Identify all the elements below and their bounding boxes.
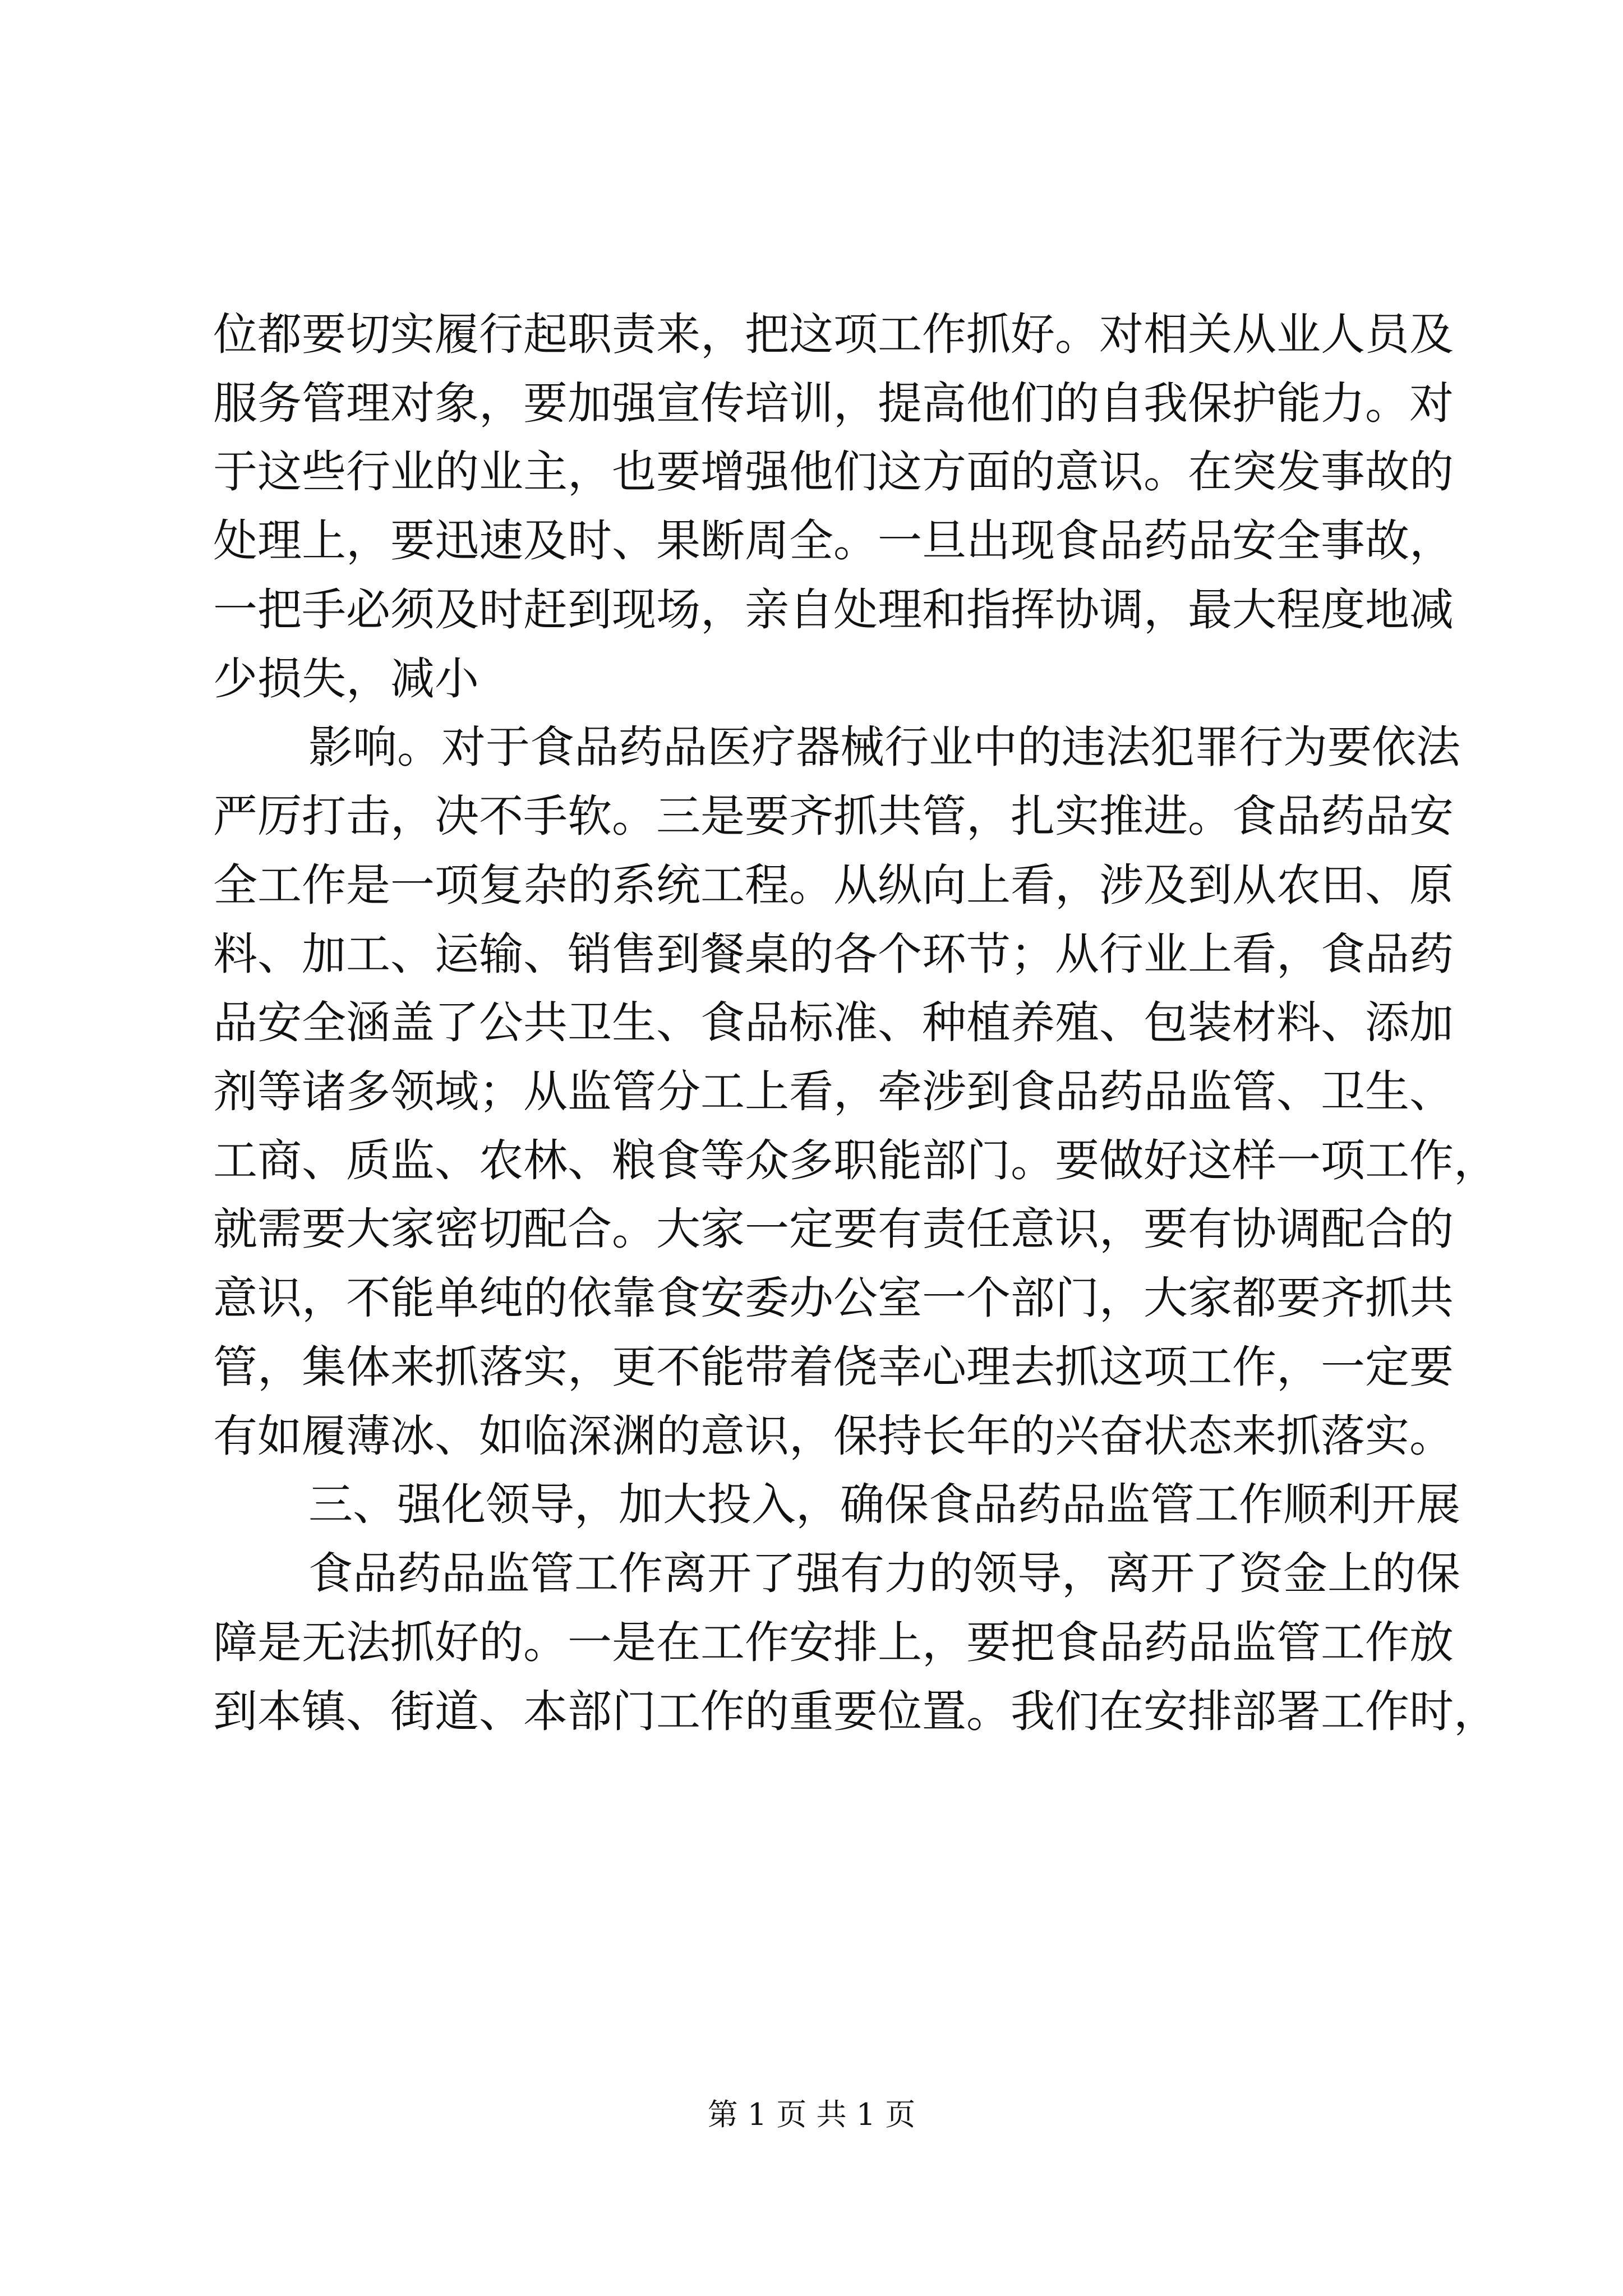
body-line: 影响。对于食品药品医疗器械行业中的违法犯罪行为要依法 (308, 721, 1460, 773)
body-line: 服务管理对象，要加强宣传培训，提高他们的自我保护能力。对 (213, 378, 1454, 429)
body-line: 少损失，减小 (213, 653, 479, 705)
body-line: 处理上，要迅速及时、果断周全。一旦出现食品药品安全事故， (213, 515, 1454, 567)
body-line: 全工作是一项复杂的系统工程。从纵向上看，涉及到从农田、原 (213, 859, 1454, 911)
body-line: 严厉打击，决不手软。三是要齐抓共管，扎实推进。食品药品安 (213, 790, 1454, 842)
body-line: 于这些行业的业主，也要增强他们这方面的意识。在突发事故的 (213, 446, 1454, 498)
body-line: 料、加工、运输、销售到餐桌的各个环节；从行业上看，食品药 (213, 928, 1454, 980)
body-line: 工商、质监、农林、粮食等众多职能部门。要做好这样一项工作， (213, 1135, 1498, 1186)
body-line: 品安全涵盖了公共卫生、食品标准、种植养殖、包装材料、添加 (213, 997, 1454, 1048)
body-line: 就需要大家密切配合。大家一定要有责任意识，要有协调配合的 (213, 1203, 1454, 1255)
body-line: 剂等诸多领域；从监管分工上看，牵涉到食品药品监管、卫生、 (213, 1066, 1454, 1117)
body-line: 障是无法抓好的。一是在工作安排上，要把食品药品监管工作放 (213, 1617, 1454, 1668)
body-line: 意识，不能单纯的依靠食安委办公室一个部门，大家都要齐抓共 (213, 1272, 1454, 1324)
body-line: 到本镇、街道、本部门工作的重要位置。我们在安排部署工作时， (213, 1686, 1498, 1737)
body-line: 一把手必须及时赶到现场，亲自处理和指挥协调，最大程度地减 (213, 584, 1454, 636)
section-heading: 三、强化领导，加大投入，确保食品药品监管工作顺利开展 (308, 1479, 1460, 1530)
body-line: 位都要切实履行起职责来，把这项工作抓好。对相关从业人员及 (213, 309, 1454, 360)
body-line: 管，集体来抓落实，更不能带着侥幸心理去抓这项工作，一定要 (213, 1341, 1454, 1393)
body-line: 有如履薄冰、如临深渊的意识，保持长年的兴奋状态来抓落实。 (213, 1410, 1454, 1462)
body-line: 食品药品监管工作离开了强有力的领导，离开了资金上的保 (308, 1548, 1460, 1599)
page-footer: 第 1 页 共 1 页 (707, 2097, 916, 2132)
